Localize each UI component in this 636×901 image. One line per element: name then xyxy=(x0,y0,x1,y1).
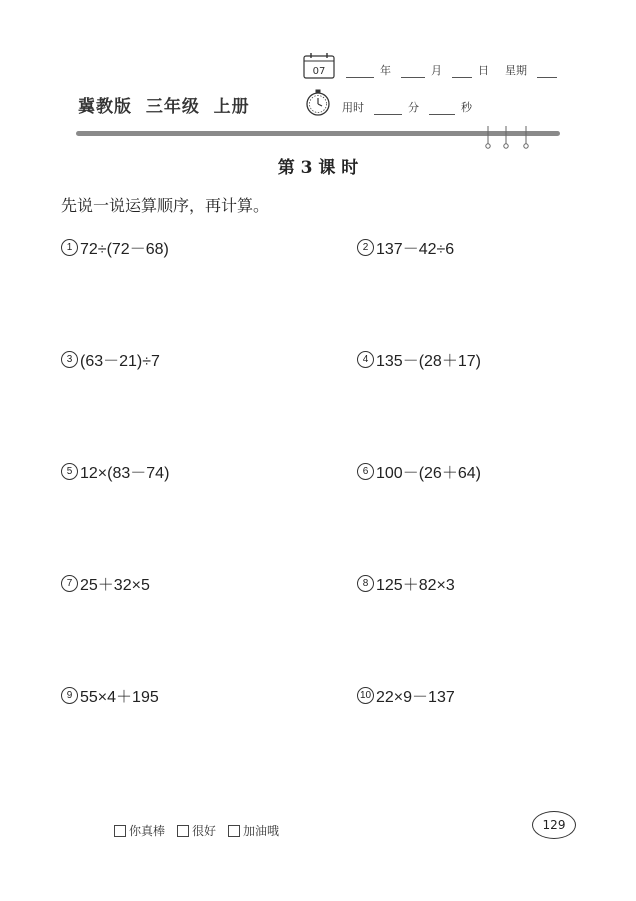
problem-number: 10 xyxy=(357,687,374,704)
problem-number: 6 xyxy=(357,463,374,480)
problem-expression: 72÷(72－68) xyxy=(80,241,169,258)
calendar-icon xyxy=(302,52,336,80)
minutes-blank[interactable] xyxy=(374,102,402,115)
problem-8 xyxy=(357,572,455,595)
check-label: 你真棒 xyxy=(129,824,166,838)
problem-1 xyxy=(61,236,169,259)
problem-number: 7 xyxy=(61,575,78,592)
self-evaluation-checks xyxy=(114,822,291,839)
problem-6 xyxy=(357,460,481,483)
problem-expression: 135－(28＋17) xyxy=(376,353,481,370)
instruction-text: 先说一说运算顺序，再计算。 xyxy=(61,196,270,215)
year-blank[interactable] xyxy=(346,65,374,78)
checkbox[interactable] xyxy=(114,825,126,837)
calendar-date-text: 07 xyxy=(312,66,326,77)
problem-5 xyxy=(61,460,169,483)
problem-number: 5 xyxy=(61,463,78,480)
divider-dots-decoration xyxy=(482,124,552,152)
problem-3 xyxy=(61,348,160,371)
year-label: 年 xyxy=(380,64,391,77)
problem-expression: 55×4＋195 xyxy=(80,689,159,706)
problem-expression: 25＋32×5 xyxy=(80,577,150,594)
month-blank[interactable] xyxy=(401,65,425,78)
weekday-blank[interactable] xyxy=(537,65,557,78)
day-blank[interactable] xyxy=(452,65,472,78)
problem-7 xyxy=(61,572,150,595)
problem-10 xyxy=(357,684,455,707)
problem-expression: 137－42÷6 xyxy=(376,241,455,258)
problem-expression: 100－(26＋64) xyxy=(376,465,481,482)
publisher-line: 冀教版 三年级 上册 xyxy=(78,97,250,117)
checkbox[interactable] xyxy=(177,825,189,837)
problem-number: 2 xyxy=(357,239,374,256)
problem-9 xyxy=(61,684,159,707)
time-used-label: 用时 xyxy=(342,101,364,114)
problem-4 xyxy=(357,348,481,371)
problem-number: 9 xyxy=(61,687,78,704)
checkbox[interactable] xyxy=(228,825,240,837)
check-great[interactable] xyxy=(114,822,165,839)
date-fill-row xyxy=(342,62,561,78)
seconds-blank[interactable] xyxy=(429,102,455,115)
problem-expression: 22×9－137 xyxy=(376,689,455,706)
lesson-title: 第 3 课 时 xyxy=(277,158,359,178)
check-good[interactable] xyxy=(177,822,216,839)
minutes-label: 分 xyxy=(408,101,419,114)
problem-number: 4 xyxy=(357,351,374,368)
check-label: 很好 xyxy=(192,824,217,838)
weekday-label: 星期 xyxy=(505,64,527,77)
problem-expression: 125＋82×3 xyxy=(376,577,455,594)
check-keep-going[interactable] xyxy=(228,822,279,839)
problem-number: 8 xyxy=(357,575,374,592)
month-label: 月 xyxy=(431,64,442,77)
check-label: 加油哦 xyxy=(243,824,280,838)
problem-number: 3 xyxy=(61,351,78,368)
seconds-label: 秒 xyxy=(461,101,472,114)
page-number: 129 xyxy=(532,811,576,839)
day-label: 日 xyxy=(478,64,489,77)
stopwatch-icon xyxy=(301,88,335,118)
problem-expression: (63－21)÷7 xyxy=(80,353,160,370)
problem-number: 1 xyxy=(61,239,78,256)
time-fill-row xyxy=(342,99,478,115)
problem-expression: 12×(83－74) xyxy=(80,465,170,482)
problem-2 xyxy=(357,236,454,259)
